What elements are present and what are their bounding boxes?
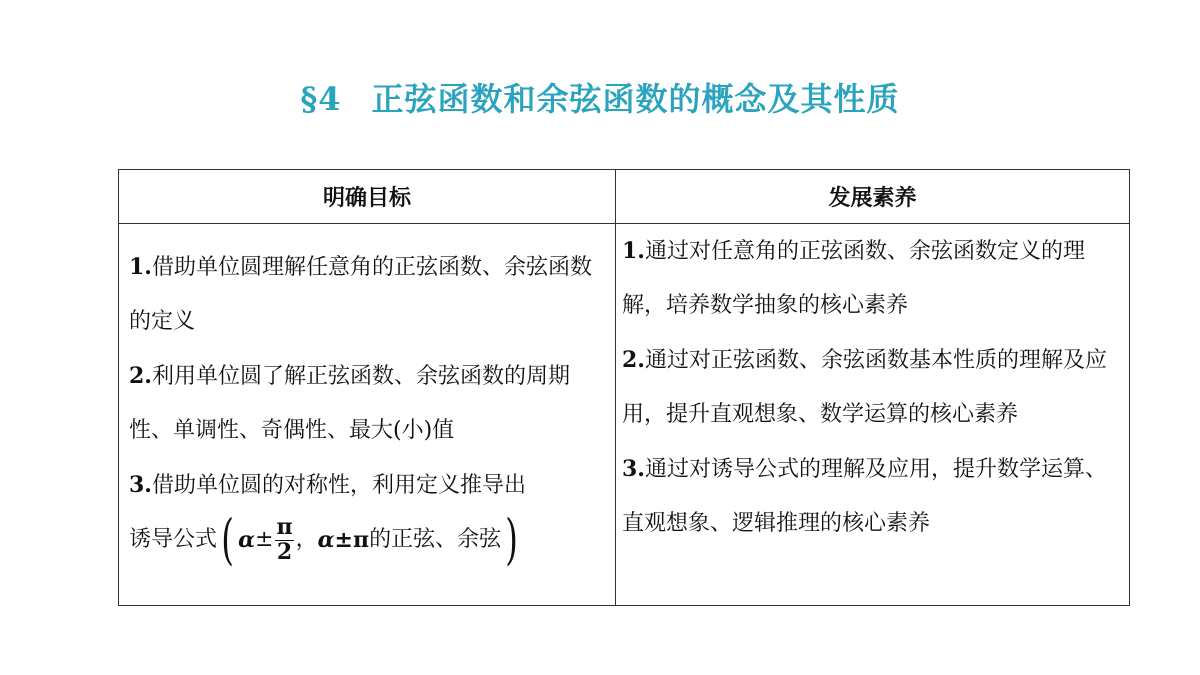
item-number: 1. xyxy=(129,254,152,280)
item-text: 利用单位圆了解正弦函数、余弦函数的周期性、单调性、奇偶性、最大(小)值 xyxy=(129,364,570,443)
plus-minus: ± xyxy=(255,527,274,552)
header-goals: 明确目标 xyxy=(119,170,616,224)
frac-denominator: 2 xyxy=(276,538,293,565)
item-number: 3. xyxy=(622,456,645,482)
header-literacy: 发展素养 xyxy=(616,170,1130,224)
goal-item-1 xyxy=(129,240,607,349)
item-number: 2. xyxy=(622,347,645,373)
formula-separator: ， xyxy=(295,527,318,552)
table-row xyxy=(119,224,1130,606)
pi-over-two xyxy=(275,516,293,563)
goal-item-3-formula-line xyxy=(129,508,607,571)
frac-numerator: π xyxy=(276,514,293,541)
formula-suffix: 的正弦、余弦 xyxy=(369,527,502,552)
formula-prefix: 诱导公式 xyxy=(129,527,218,552)
table-header-row xyxy=(119,170,1130,224)
section-title: 正弦函数和余弦函数的概念及其性质 xyxy=(371,80,900,118)
alpha-symbol: α xyxy=(238,527,256,553)
plus-minus-pi: ±π xyxy=(334,527,370,553)
literacy-cell xyxy=(616,224,1130,606)
induction-formula xyxy=(217,508,522,571)
section-number: §4 xyxy=(300,80,342,118)
alpha-symbol-2: α xyxy=(317,527,335,553)
item-number: 3. xyxy=(129,472,152,498)
item-text: 借助单位圆理解任意角的正弦函数、余弦函数的定义 xyxy=(129,255,592,334)
item-text: 通过对正弦函数、余弦函数基本性质的理解及应用，提升直观想象、数学运算的核心素养 xyxy=(622,348,1107,427)
goal-item-2 xyxy=(129,349,607,458)
literacy-item-1 xyxy=(622,224,1121,333)
goal-item-3 xyxy=(129,458,607,513)
item-number: 1. xyxy=(622,238,645,264)
left-paren: ( xyxy=(221,508,234,571)
item-number: 2. xyxy=(129,363,152,389)
item-text: 借助单位圆的对称性，利用定义推导出 xyxy=(151,473,526,498)
item-text: 通过对任意角的正弦函数、余弦函数定义的理解，培养数学抽象的核心素养 xyxy=(622,239,1085,318)
goals-cell xyxy=(119,224,616,606)
goals-table xyxy=(118,169,1130,606)
literacy-item-2 xyxy=(622,333,1121,442)
item-text: 通过对诱导公式的理解及应用，提升数学运算、直观想象、逻辑推理的核心素养 xyxy=(622,457,1107,536)
right-paren: ) xyxy=(505,508,518,571)
literacy-item-3 xyxy=(622,442,1121,551)
page-title xyxy=(0,74,1200,120)
